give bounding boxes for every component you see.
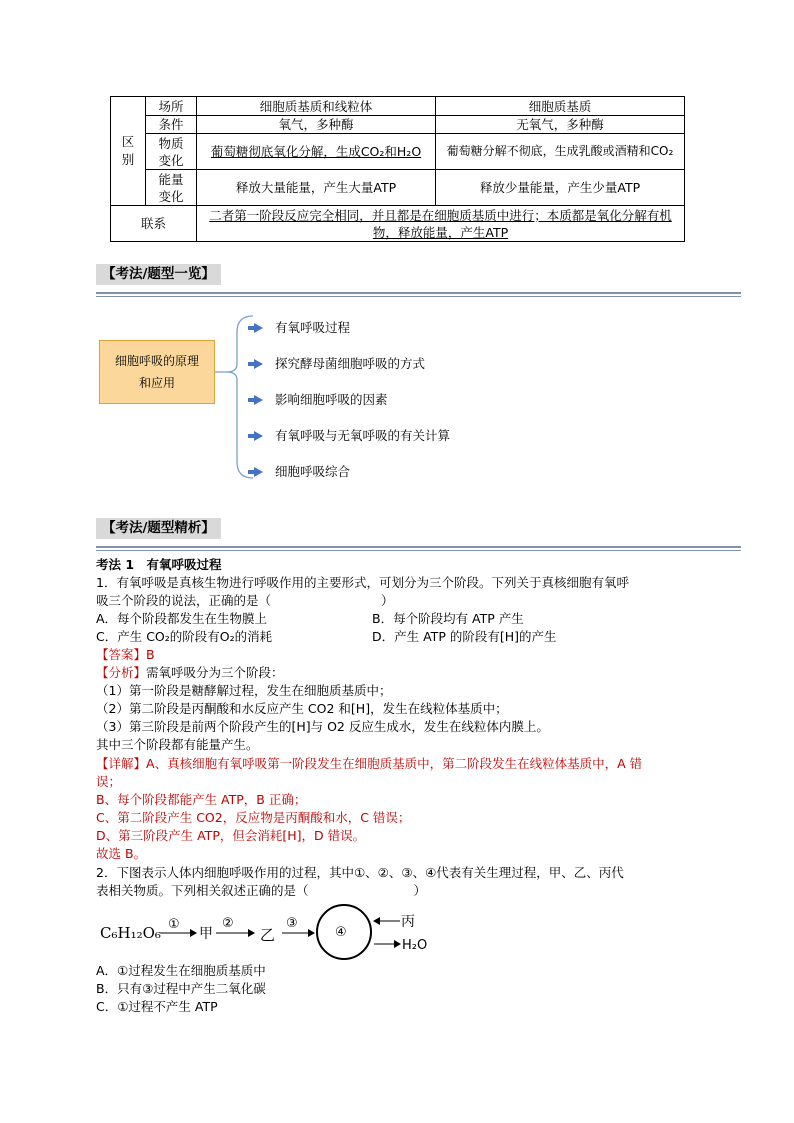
arrow-right-icon	[254, 431, 263, 441]
row-label: 场所	[146, 97, 197, 116]
step-2-label: ②	[222, 916, 234, 931]
q1-conclusion: 故选 B。	[96, 846, 147, 861]
section-header-overview: 【考法/题型一览】	[96, 264, 221, 285]
mindmap-item: 有氧呼吸与无氧呼吸的有关计算	[254, 427, 450, 445]
q1-option-c: C．产生 CO₂的阶段有O₂的消耗	[96, 629, 273, 644]
arrow-right-icon	[254, 359, 263, 369]
arrow-2-head	[248, 929, 255, 937]
q1-analysis: 【分析】需氧呼吸分为三个阶段：	[96, 665, 284, 680]
step-4-label: ④	[335, 925, 347, 940]
arrow-1-head	[190, 929, 197, 937]
row-label: 条件	[146, 116, 197, 134]
q1-detail: D、第三阶段产生 ATP，但会消耗[H]，D 错误。	[96, 828, 366, 843]
arrow-right-icon	[254, 467, 263, 477]
q1-analysis-step: （2）第二阶段是丙酮酸和水反应产生 CO2 和[H]，发生在线粒体基质中；	[96, 701, 508, 716]
row-label: 能量变化	[146, 170, 197, 206]
q1-option-a: A．每个阶段都发生在生物膜上	[96, 611, 268, 626]
q1-option-d: D．产生 ATP 的阶段有[H]的产生	[372, 629, 557, 644]
anaerobic-cell: 细胞质基质	[436, 97, 685, 116]
q1-analysis-step: 其中三个阶段都有能量产生。	[96, 737, 259, 752]
divider	[96, 296, 741, 297]
substance-yi: 乙	[260, 926, 276, 944]
comparison-table	[110, 96, 685, 242]
q1-analysis-step: （3）第三阶段是前两个阶段产生的[H]与 O2 反应生成水，发生在线粒体内膜上。	[96, 719, 549, 734]
q1-analysis-step: （1）第一阶段是糖酵解过程，发生在细胞质基质中；	[96, 683, 392, 698]
substance-jia: 甲	[199, 926, 213, 942]
arrow-right-icon	[254, 323, 263, 333]
q1-stem: 1．有氧呼吸是真核生物进行呼吸作用的主要形式，可划分为三个阶段。下列关于真核细胞有氧呼	[96, 575, 629, 590]
step-1-label: ①	[168, 917, 180, 932]
glucose-label: C₆H₁₂O₆	[100, 924, 161, 942]
anaerobic-cell: 葡萄糖分解不彻底，生成乳酸或酒精和CO₂	[436, 134, 685, 170]
q1-answer: 【答案】B	[96, 647, 155, 662]
q2-option-a: A．①过程发生在细胞质基质中	[96, 963, 266, 978]
aerobic-cell: 释放大量能量，产生大量ATP	[197, 170, 436, 206]
q1-detail: 误；	[96, 774, 122, 789]
arrow-3-head	[308, 929, 315, 937]
q2-option-b: B．只有③过程中产生二氧化碳	[96, 981, 266, 996]
row-label: 物质变化	[146, 134, 197, 170]
anaerobic-cell: 释放少量能量，产生少量ATP	[436, 170, 685, 206]
q1-option-b: B．每个阶段均有 ATP 产生	[372, 611, 524, 626]
link-cell: 二者第一阶段反应完全相同，并且都是在细胞质基质中进行；本质都是氧化分解有机物，释放能量，产生ATP	[197, 206, 685, 242]
divider	[96, 292, 741, 294]
respiration-diagram	[96, 900, 436, 962]
aerobic-cell: 葡萄糖彻底氧化分解，生成CO₂和H₂O	[197, 134, 436, 170]
step-3-label: ③	[286, 916, 298, 931]
link-label: 联系	[111, 206, 197, 242]
divider	[96, 550, 741, 551]
diff-label: 区别	[111, 97, 146, 206]
q1-detail: C、第二阶段产生 CO2，反应物是丙酮酸和水，C 错误；	[96, 810, 411, 825]
mindmap-item: 探究酵母菌细胞呼吸的方式	[254, 355, 425, 373]
divider	[96, 546, 741, 548]
mindmap-item: 细胞呼吸综合	[254, 463, 350, 481]
mindmap-item: 有氧呼吸过程	[254, 319, 350, 337]
q1-stem: 吸三个阶段的说法，正确的是（ ）	[96, 593, 394, 608]
arrow-right-icon	[254, 395, 263, 405]
aerobic-cell: 细胞质基质和线粒体	[197, 97, 436, 116]
section-header-analysis: 【考法/题型精析】	[96, 518, 221, 539]
method-title: 考法 1 有氧呼吸过程	[96, 557, 222, 572]
q1-detail: B、每个阶段都能产生 ATP，B 正确；	[96, 792, 307, 807]
q1-detail: 【详解】A、真核细胞有氧呼吸第一阶段发生在细胞质基质中，第二阶段发生在线粒体基质中，A 错	[96, 756, 643, 771]
q2-option-c: C．①过程不产生 ATP	[96, 999, 218, 1014]
substance-bing: 丙	[401, 914, 415, 930]
anaerobic-cell: 无氧气，多种酶	[436, 116, 685, 134]
arrow-bing-head	[373, 917, 380, 925]
water-label: H₂O	[402, 938, 428, 953]
q2-stem: 2．下图表示人体内细胞呼吸作用的过程，其中①、②、③、④代表有关生理过程，甲、乙、丙代	[96, 865, 624, 880]
mindmap-item: 影响细胞呼吸的因素	[254, 391, 388, 409]
aerobic-cell: 氧气，多种酶	[197, 116, 436, 134]
mindmap-root: 细胞呼吸的原理和应用	[99, 340, 215, 404]
q2-stem: 表相关物质。下列相关叙述正确的是（ ）	[96, 883, 427, 898]
arrow-water-head	[394, 940, 401, 948]
